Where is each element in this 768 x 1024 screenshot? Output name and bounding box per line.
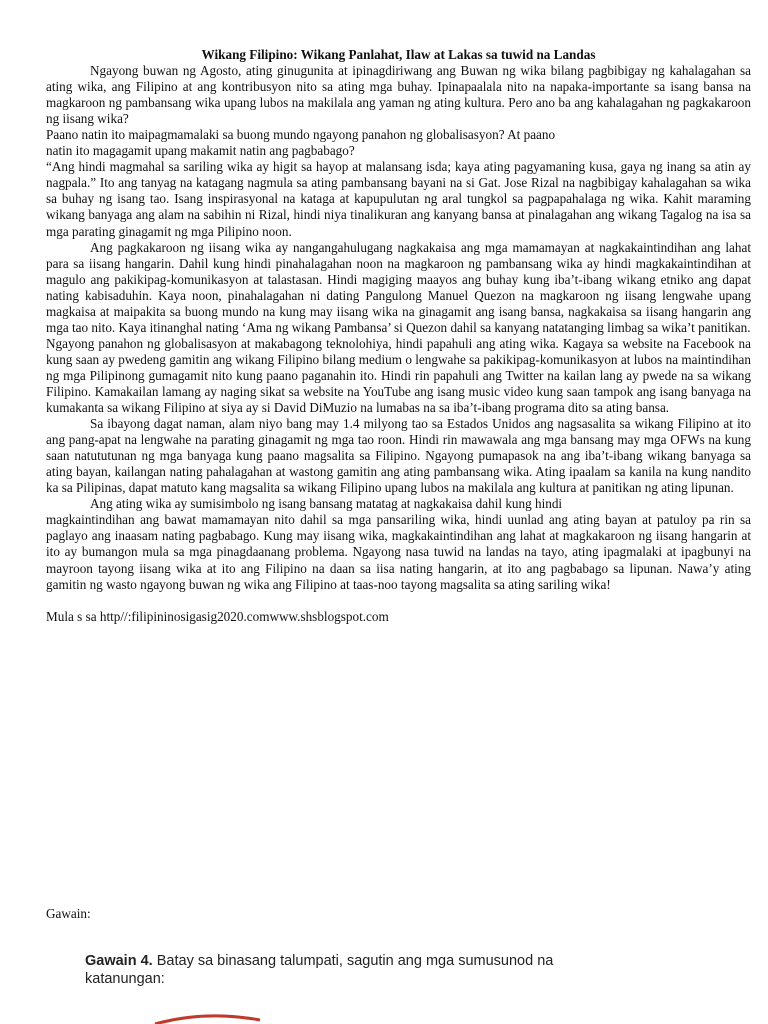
task-text: Batay sa binasang talumpati, sagutin ang mga sumusunod na katanungan: — [85, 953, 554, 987]
gawain-label: Gawain: — [46, 906, 91, 921]
paragraph-7b: magkaintindihan ang bawat mamamayan nito dahil sa mga pansariling wika, hindi uunlad ang ating bayan at patuloy pa rin sa paglayo ang inaasam nating pagbabago. Kung may iisang wika, magkakaintindihan ang lahat at magkakaroon ng iisang hangarin at ito ay bumangon mula sa mga pinagdaanang problema. Ngayong nasa tuwid na landas na tayo, ating ipagmalaki at ipagbunyi na mayroon tayong iisang wika at ito ang Filipino na daan sa iisa nating hangarin, at ito ang pagbabago sa lipunan. Nawa’y ating gamitin ng wasto ngayong buwan ng wika ang Filipino at taas-noo tayong magsalita sa ating sariling wika! — [46, 512, 751, 592]
paragraph-1: Ngayong buwan ng Agosto, ating ginugunita at ipinagdiriwang ang Buwan ng wika bilang pagbibigay ng kahalagahan sa ating wika, ang Filipino at ang kontribusyon nito sa ating mga buhay. Ipinapaalala nito na napaka-importante sa isang bansa na magkaroon ng pambansang wika upang lubos na makilala ang yaman ng ating kultura. Pero ano ba ang kahalagahan ng pagkakaroon ng iisang wika? — [46, 63, 751, 127]
paragraph-2a: Paano natin ito maipagmamalaki sa buong mundo ngayong panahon ng globalisasyon? At paano — [46, 127, 556, 143]
article-title: Wikang Filipino: Wikang Panlahat, Ilaw at Lakas sa tuwid na Landas — [201, 47, 596, 62]
paragraph-5: Ngayong panahon ng globalisasyon at makabagong teknolohiya, hindi papahuli ang ating wika. Kagaya sa website na Facebook na kung saan ay pwedeng gamitin ang wikang Filipino bilang medium o lengwahe sa pakikipag-komunikasyon at lubos na maintindihan ng mga Pilipinong gumagamit nito kung paano paganahin ito. Hindi rin papahuli ang Twitter na kailan lang ay pwede na sa wikang Filipino. Kamakailan lamang ay naging sikat sa website na YouTube ang isang music video kung saan tampok ang isang banyaga na kumakanta sa wikang Filipino at siya ay si David DiMuzio na lumabas na sa iba’t-ibang programa dito sa ating bansa. — [46, 335, 751, 416]
article — [46, 47, 751, 625]
paragraph-7a: Ang ating wika ay sumisimbolo ng isang bansang matatag at nagkakaisa dahil kung hindi — [90, 496, 563, 512]
paragraph-4: Ang pagkakaroon ng iisang wika ay nangangahulugang nagkakaisa ang mga mamamayan at nagkakaintindihan ang lahat para sa iisang hangarin. Dahil kung hindi pinahalagahan noon na magkaroon ng pambansang wika ay hindi magkakaintindihan at magulo ang pakikipag-komunikasyon at talastasan. Hindi magiging maayos ang buhay kung iba’t-ibang wikang etniko ang dapat nating kabisaduhin. Kaya noon, pinahalagahan ni dating Pangulong Manuel Quezon na magkaroon ng iisang lengwahe upang magkaisa at maipakita sa buong mundo na kung may iisang wika na ginagamit ang isang bansa, nagkakaisa sa iisang hangarin ang mga tao nito. Kaya itinanghal nating ‘Ama ng wikang Pambansa’ si Quezon dahil sa kanyang natatanging limbag sa wika’t panitikan. — [46, 239, 751, 335]
task-instructions — [85, 952, 555, 988]
paragraph-3: “Ang hindi magmahal sa sariling wika ay higit sa hayop at malansang isda; kaya ating pagyamaning kusa, gaya ng inang sa atin ay nagpala.” Ito ang tanyag na katagang nagmula sa ating pambansang bayani na si Gat. Jose Rizal na nagbibigay kahalagahan sa wika sa buhay ng isang tao. Isang inspirasyonal na kataga at kapupulutan ng aral tungkol sa pagpapahalaga ng wika. Kahit maraming wikang banyaga ang alam na sabihin ni Rizal, hindi niya tinalikuran ang kanyang bansa at pinalagahan ang wikang Tagalog na isa sa mga parating ginagamit ng mga Pilipino noon. — [46, 159, 751, 239]
source-citation: Mula s sa http//:filipininosigasig2020.comwww.shsblogspot.com — [46, 608, 389, 624]
paragraph-2b: natin ito magagamit upang makamit natin ang pagbabago? — [46, 143, 355, 159]
decorative-red-arc — [150, 1010, 290, 1024]
paragraph-6: Sa ibayong dagat naman, alam niyo bang may 1.4 milyong tao sa Estados Unidos ang nagsasalita sa wikang Filipino at ito ang pang-apat na lengwahe na parating ginagamit ng mga tao roon. Hindi rin mawawala ang mga bansang may mga OFWs na kung saan natututunan ng mga banyaga kung paano magsalita sa Filipino. Ngayong pumapasok na ang iba’t-ibang wikang banyaga sa ating bayan, kailangan nating pahalagahan at wastong gamitin ang ating pambansang wika. Ating ipaalam sa kanila na kung nandito ka sa Pilipinas, dapat matuto kang magsalita sa wikang Filipino upang lubos na makilala ang kultura at panitikan ng ating lipunan. — [46, 416, 751, 496]
task-title: Gawain 4. — [85, 953, 153, 969]
